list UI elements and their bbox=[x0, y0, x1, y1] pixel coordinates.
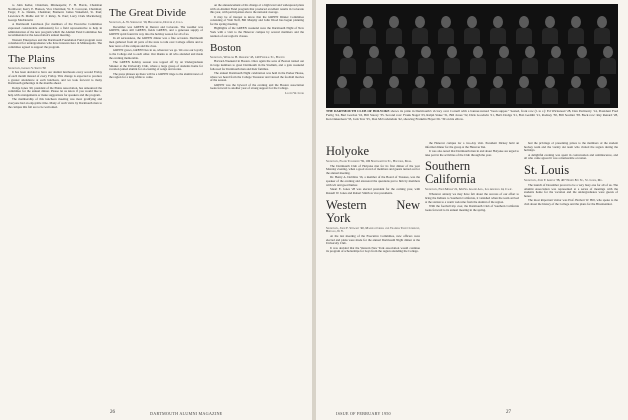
section-heading: Southern California bbox=[425, 159, 476, 187]
person-figure bbox=[467, 16, 477, 28]
person-figure bbox=[418, 58, 434, 74]
page-footer-right: ISSUE OF FEBRUARY 1950 bbox=[336, 411, 391, 416]
person-figure bbox=[360, 88, 376, 104]
body-paragraph: had the privilege of presenting prizes to the members of the student hockey team and the varsity ski team who visited the region during the holidays. bbox=[524, 142, 618, 153]
person-figure bbox=[334, 28, 350, 44]
person-figure bbox=[568, 28, 584, 44]
left-page bbox=[0, 0, 312, 420]
person-figure bbox=[464, 88, 480, 104]
body-paragraph: GREEN grows, GREEN lies in us, wherever we go. We owe our loyalty to the College and to each other. Our thanks to all who attended and made the evening memorable. bbox=[109, 48, 203, 60]
photo-middle-row bbox=[326, 46, 618, 76]
photo-caption-text: shows its pride in Dartmouth's victory over Cornell with a banner-turned "bean supper." Seated, front row (l. to r.): Ed Wickstead '28, Dan Pertinotty '14, President Fred Fertig '24, Bert Gordon '16, Bill Stacey '35. Second row: Frank Nagel '23, Ralph Stake '31, Bill Jones '32, Dick Goodwin '21, Herb Dodge '21, Bob Gedditt '21, Rodney '30, Bill Soulder '38. Back row: Ray Renard '28, Ken Oakerdeen '33, Jack Tew '25, Don McCorkindale '42, showing Franklin Hoyer Dr. '39 on his elbow. bbox=[326, 109, 619, 121]
person-figure bbox=[438, 88, 454, 104]
person-figure bbox=[444, 58, 460, 74]
body-paragraph: to John Keller, Chairman, Minneapolis; F. H. Harris, Chairman Northwest; Kerry E. Hanson, Vice Chairman; W. E. Corcoran, Chairman; Fargo; F. A. Dennis, Chairman; Brainerd. James Wakefield, St. Paul; Lawrence B. Mahle and W. J. Raley, St. Paul; Larry Clark Mackleberg; George MacDonald. bbox=[8, 4, 102, 22]
person-figure bbox=[464, 28, 480, 44]
person-figure bbox=[334, 88, 350, 104]
body-paragraph: Whatever anxiety we may have felt about the success of our effort to bring the Indians to Southern California, it vanished when the team arrived at the station to a warm welcome from the alumni of the region. bbox=[425, 192, 519, 204]
person-figure bbox=[574, 58, 590, 74]
person-figure bbox=[516, 88, 532, 104]
person-figure bbox=[594, 88, 610, 104]
person-figure bbox=[337, 76, 347, 88]
photo-front-row bbox=[326, 76, 618, 106]
body-paragraph: The Dartmouth Club of Holyoke met for its first dinner of the year Monday evening, when a good crowd of members and guests turned out for the annual meeting. bbox=[326, 163, 420, 176]
person-figure bbox=[415, 76, 425, 88]
body-paragraph: GREEN was the byword of the evening and the Boston association looks forward to another year of strong support for the College. bbox=[210, 82, 304, 91]
body-paragraph: Dodge Jones '40, president of the Plains Association, has announced the committee for the annual dinner. Please let us know if you would like to help with arrangements or make suggestions for speakers and the program. bbox=[8, 85, 102, 98]
section-heading: Boston bbox=[210, 41, 242, 54]
person-figure bbox=[473, 46, 483, 58]
body-paragraph: December was GREEN in Denver and Colorado. The weather was GREEN, skies still GREEN, fields GREEN, and a generous supply of GREEN spirit found its way into the holiday season for all of us. bbox=[109, 24, 203, 37]
body-paragraph: the Hanover campus for a two-day visit. President Dickey held an informal dinner for the group at the Hanover Inn. bbox=[425, 142, 519, 149]
body-paragraph: Western Enterprises and the Dartmouth Foundation Fund program were considered for undergraduates who have interests here in Minneapolis. The committee agreed to support the program. bbox=[8, 37, 102, 49]
person-figure bbox=[343, 46, 353, 58]
body-paragraph: Stuart E. Jones '28 was elected president for the coming year, with Russell W. Jones and Robert Smith as vice presidents. bbox=[326, 187, 420, 195]
person-figure bbox=[542, 88, 558, 104]
body-paragraph: The GREEN holiday season was topped off by an Undergraduate Smoker at the University Club, where a large group of students home for vacation joined alumni for an evening of songs and stories. bbox=[109, 59, 203, 72]
section-secretary-line: Secretary, Fred Morse '21, 624 So. Grand Ave., Los Angeles 14, Calif. bbox=[425, 187, 513, 192]
body-paragraph: The press phrases up there will be a GREEN tinge to the alumni news of the region for a long while to come. bbox=[109, 71, 203, 80]
body-paragraph: on the announcement of his change of a high level and widespread plans with an Alumni Fund program that produced excellent results in Colorado this year, with participation above the national average. bbox=[210, 4, 304, 15]
section-secretary-line: Secretary, John F. Stewart '40, Manufacturers and Traders Trust Company, Buffalo, N. Y. bbox=[326, 225, 420, 234]
section-secretary-line: Secretary, John F. Grieve '38, 407 North 8th St., St. Louis, Mo. bbox=[524, 178, 603, 183]
photo-caption bbox=[326, 110, 618, 122]
person-figure bbox=[493, 76, 503, 88]
section-secretary-line: Secretary, Winslow H. Osborne '45, 140 Federal St., Boston bbox=[210, 54, 285, 59]
photo-caption-lead: THE DARTMOUTH CLUB OF HOLYOKE bbox=[326, 109, 390, 113]
person-figure bbox=[389, 76, 399, 88]
person-figure bbox=[441, 76, 451, 88]
section-secretary-line: Secretary, A. W. Sherwood '19, Broadmoor, Denver 2, Colo. bbox=[109, 20, 184, 24]
person-figure bbox=[551, 46, 561, 58]
page-footer-left: DARTMOUTH ALUMNI MAGAZINE bbox=[150, 411, 223, 416]
person-figure bbox=[490, 28, 506, 44]
person-figure bbox=[412, 88, 428, 104]
person-figure bbox=[597, 76, 607, 88]
section-heading: St. Louis bbox=[524, 163, 570, 178]
body-paragraph: At the last meeting of the Executive Committee, new officers were elected and plans were made for the annual Dartmouth Night dinner at the University Club. bbox=[326, 233, 420, 246]
person-figure bbox=[470, 58, 486, 74]
person-figure bbox=[542, 28, 558, 44]
body-paragraph: With the football trip over, the Dartmouth Club of Southern California looks forward to its annual meeting in the spring. bbox=[425, 203, 519, 212]
body-paragraph: It was also noted that Dartmouth men in and about Holyoke are urged to take part in the activities of the Club through the year. bbox=[425, 149, 519, 157]
body-paragraph: Highlights of the GREEN weekend were the Dartmouth Night of New York with a visit to the Hanover campus by several members and the reunion of our region's classes. bbox=[210, 26, 304, 38]
person-figure bbox=[577, 46, 587, 58]
left-column-2 bbox=[109, 4, 203, 81]
right-page bbox=[316, 0, 628, 420]
person-figure bbox=[490, 88, 506, 104]
person-figure bbox=[389, 16, 399, 28]
person-figure bbox=[395, 46, 405, 58]
person-figure bbox=[496, 58, 512, 74]
body-paragraph: It may be of interest to know that the GREEN Dinner Committee consisting of Walt Neff, Bill Murphy and John Wood has begun planning for the spring meeting. bbox=[210, 14, 304, 27]
body-paragraph: It has been decided to have our alumni luncheons every second Friday of each month instead of every Friday. This change is expected to produce a greater attendance at each luncheon, and we look forward to many Dartmouth gatherings in the months ahead. bbox=[8, 70, 102, 86]
person-figure bbox=[493, 16, 503, 28]
page-number-left: 26 bbox=[110, 410, 115, 415]
page-number-right: 27 bbox=[506, 410, 511, 415]
person-figure bbox=[421, 46, 431, 58]
person-figure bbox=[467, 76, 477, 88]
section-heading: The Plains bbox=[8, 52, 55, 65]
person-figure bbox=[597, 16, 607, 28]
person-figure bbox=[441, 16, 451, 28]
person-figure bbox=[386, 88, 402, 104]
person-figure bbox=[363, 16, 373, 28]
right-column-1 bbox=[326, 142, 420, 255]
person-figure bbox=[594, 28, 610, 44]
section-heading: The Great Divide bbox=[109, 7, 186, 19]
person-figure bbox=[525, 46, 535, 58]
body-paragraph: The most important visitor was Prof. Herbert W. Hill, who spoke to the club about the history of the College and the plans for the Bicentennial. bbox=[524, 198, 618, 206]
person-figure bbox=[545, 76, 555, 88]
club-group-photo bbox=[326, 4, 618, 108]
person-figure bbox=[369, 46, 379, 58]
person-figure bbox=[571, 16, 581, 28]
person-figure bbox=[360, 28, 376, 44]
body-paragraph: In all seriousness, the GREEN dinner was a fine occasion. Dartmouth men gathered from all parts of the state to talk over College affairs and to hear news of the campus and the class. bbox=[109, 36, 203, 48]
person-figure bbox=[519, 76, 529, 88]
person-figure bbox=[415, 16, 425, 28]
body-paragraph: A delightful evening was spent in conversation and reminiscence, and all who came agreed it was a memorable occasion. bbox=[524, 152, 618, 161]
person-figure bbox=[340, 58, 356, 74]
person-figure bbox=[392, 58, 408, 74]
section-heading: Holyoke bbox=[326, 144, 370, 158]
body-paragraph: A Dartmouth Luncheon (for members of the Executive Committee expressed considerable enthusiasm) for a field representative to help in administration of the new program which the Alumni Fund Committee has recommended at the Association's annual meeting. bbox=[8, 22, 102, 38]
person-figure bbox=[545, 16, 555, 28]
person-figure bbox=[499, 46, 509, 58]
person-figure bbox=[571, 76, 581, 88]
person-figure bbox=[412, 28, 428, 44]
person-figure bbox=[519, 16, 529, 28]
body-paragraph: Dr. Henry A. Dobbins '16, a member of the Board of Trustees, was the speaker of the evening and answered the questions put to him by members with wit and good humor. bbox=[326, 175, 420, 187]
person-figure bbox=[568, 88, 584, 104]
person-figure bbox=[548, 58, 564, 74]
left-column-1 bbox=[8, 4, 102, 110]
person-figure bbox=[522, 58, 538, 74]
body-paragraph: It was decided that the Western New York association would continue its program of scholarships for boys from the region attending the College. bbox=[326, 245, 420, 254]
body-paragraph: Harvard-Weekend in Boston. Once again the sons of Boston turned out in large numbers to greet Dartmouth in the Stadium, and a gala weekend followed for Dartmouth men and their families. bbox=[210, 59, 304, 71]
person-figure bbox=[386, 28, 402, 44]
person-figure bbox=[337, 16, 347, 28]
person-figure bbox=[438, 28, 454, 44]
section-heading: Western New York bbox=[326, 197, 420, 225]
left-column-3 bbox=[210, 4, 304, 96]
section-secretary-line: Secretary, Frank Townsend '39, 106 Northampton St., Holyoke, Mass. bbox=[326, 159, 412, 163]
right-column-2 bbox=[425, 142, 519, 213]
person-figure bbox=[603, 46, 613, 58]
person-figure bbox=[363, 76, 373, 88]
person-figure bbox=[366, 58, 382, 74]
section-secretary-line: Secretary, George V. Smith '30 bbox=[8, 65, 46, 70]
person-figure bbox=[516, 28, 532, 44]
person-figure bbox=[447, 46, 457, 58]
signature: Lloyd W. Cook bbox=[285, 90, 304, 95]
body-paragraph: The launch of December proved to be a very busy one for all of us. The Alumni Association was represented at a series of meetings with the students home for the vacation and the undergraduates were guests of honor. bbox=[524, 182, 618, 198]
body-paragraph: The membership of this luncheon meeting was most gratifying and everyone had an enjoyable time. Many of such visits by Dartmouth men to the campus this fall are to be welcomed. bbox=[8, 97, 102, 109]
person-figure bbox=[600, 58, 616, 74]
right-column-3 bbox=[524, 142, 618, 207]
photo-back-row bbox=[326, 16, 618, 46]
body-paragraph: The annual Dartmouth Night celebration was held in the Parker House, where we heard from the College Treasurer and viewed the football movies of the season. bbox=[210, 70, 304, 83]
